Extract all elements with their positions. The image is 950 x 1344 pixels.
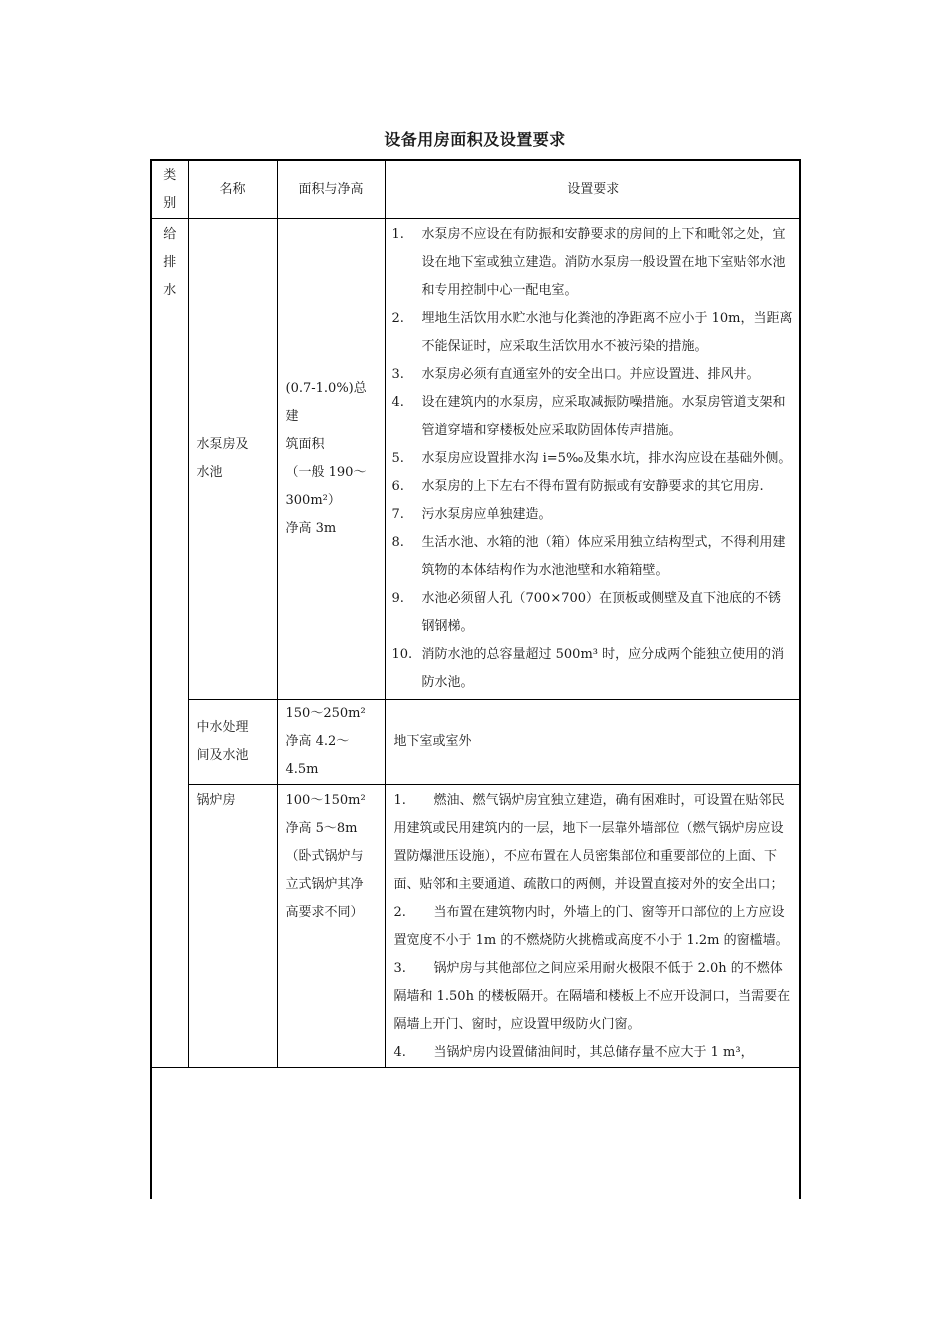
area-cell bbox=[277, 219, 385, 700]
area-line: 高要求不同） bbox=[285, 905, 364, 920]
header-name: 名称 bbox=[188, 161, 277, 219]
requirement-number: 9. bbox=[391, 591, 404, 606]
table-row bbox=[152, 785, 801, 1068]
area-line: （一般 190～ bbox=[285, 465, 367, 480]
area-line: （卧式锅炉与 bbox=[285, 849, 364, 864]
requirements-cell bbox=[385, 700, 801, 785]
requirement-text: 水泵房应设置排水沟 i=5‰及集水坑，排水沟应设在基础外侧。 bbox=[421, 451, 792, 466]
area-line: 100～150m² bbox=[285, 793, 366, 808]
requirements-list bbox=[386, 785, 802, 1067]
requirement-number: 10. bbox=[391, 647, 413, 662]
requirements-cell bbox=[385, 785, 801, 1068]
requirement-number: 4. bbox=[393, 1045, 406, 1060]
category-cell bbox=[152, 219, 188, 1068]
room-name-cell bbox=[188, 785, 277, 1068]
requirements-table bbox=[150, 159, 801, 1199]
header-requirements: 设置要求 bbox=[385, 161, 801, 219]
area-line: 立式锅炉其净 bbox=[285, 877, 364, 892]
requirement-text: 当锅炉房内设置储油间时，其总储存量不应大于 1 m³， bbox=[433, 1045, 754, 1060]
requirement-number: 6. bbox=[391, 479, 404, 494]
requirement-item bbox=[392, 445, 794, 473]
requirement-text: 燃油、燃气锅炉房宜独立建造，确有困难时，可设置在贴邻民用建筑或民用建筑内的一层，地下一层靠外墙部位（燃气锅炉房应设置防爆泄压设施），不应布置在人员密集部位和重要部位的上面、下面、贴邻和主要通道、疏散口的两侧，并设置直接对外的安全出口； bbox=[393, 793, 785, 892]
requirement-text: 设在建筑内的水泵房，应采取减振防噪措施。水泵房管道支架和管道穿墙和穿楼板处应采取防固体传声措施。 bbox=[421, 395, 786, 438]
requirement-item bbox=[392, 305, 794, 361]
area-line: 净高 4.2～ bbox=[285, 734, 350, 749]
requirement-number: 8. bbox=[391, 535, 404, 550]
area-line: 4.5m bbox=[285, 762, 319, 777]
header-category-char: 别 bbox=[163, 195, 177, 211]
requirement-item bbox=[392, 221, 794, 305]
area-cell bbox=[277, 700, 385, 785]
room-name-line: 间及水池 bbox=[196, 748, 249, 763]
requirement-text: 埋地生活饮用水贮水池与化粪池的净距离不应小于 10m，当距离不能保证时，应采取生活饮用水不被污染的措施。 bbox=[421, 311, 793, 354]
requirement-item bbox=[394, 899, 792, 955]
requirement-text: 生活水池、水箱的池（箱）体应采用独立结构型式，不得利用建筑物的本体结构作为水池池壁和水箱箱壁。 bbox=[421, 535, 786, 578]
requirement-number: 3. bbox=[391, 367, 404, 382]
requirement-text: 水泵房不应设在有防振和安静要求的房间的上下和毗邻之处，宜设在地下室或独立建造。消防水泵房一般设置在地下室贴邻水池和专用控制中心一配电室。 bbox=[421, 227, 786, 298]
requirement-item bbox=[392, 585, 794, 641]
page-title: 设备用房面积及设置要求 bbox=[384, 130, 566, 149]
requirement-number: 4. bbox=[391, 395, 404, 410]
category-char: 水 bbox=[163, 283, 177, 298]
requirement-number: 2. bbox=[393, 905, 406, 920]
header-area: 面积与净高 bbox=[277, 161, 385, 219]
requirement-number: 5. bbox=[391, 451, 404, 466]
area-line: 300m²） bbox=[285, 493, 341, 508]
requirement-text: 水池必须留人孔（700×700）在顶板或侧壁及直下池底的不锈钢钢梯。 bbox=[421, 591, 782, 634]
requirement-text: 污水泵房应单独建造。 bbox=[421, 507, 552, 522]
requirement-number: 1. bbox=[391, 227, 404, 242]
header-category-char: 类 bbox=[163, 167, 177, 183]
requirement-item bbox=[392, 501, 794, 529]
requirement-item bbox=[392, 529, 794, 585]
room-name-cell bbox=[188, 219, 277, 700]
requirements-cell bbox=[385, 219, 801, 700]
header-category bbox=[152, 161, 188, 219]
requirement-text: 当布置在建筑物内时，外墙上的门、窗等开口部位的上方应设置宽度不小于 1m 的不燃烧防火挑檐或高度不小于 1.2m 的窗槛墙。 bbox=[393, 905, 789, 948]
area-line: 筑面积 bbox=[285, 437, 325, 452]
requirement-text: 锅炉房与其他部位之间应采用耐火极限不低于 2.0h 的不燃体隔墙和 1.50h 的楼板隔开。在隔墙和楼板上不应开设洞口，当需要在隔墙上开门、窗时，应设置甲级防火门窗。 bbox=[393, 961, 791, 1032]
requirement-text: 地下室或室外 bbox=[393, 734, 472, 749]
requirement-number: 1. bbox=[393, 793, 406, 808]
room-name-line: 中水处理 bbox=[196, 720, 249, 735]
requirement-item bbox=[394, 1039, 792, 1067]
room-name-line: 锅炉房 bbox=[196, 793, 236, 808]
room-name-cell bbox=[188, 700, 277, 785]
table-row bbox=[152, 219, 801, 700]
area-line: 150～250m² bbox=[285, 706, 366, 721]
table-header-row bbox=[152, 161, 801, 219]
room-name-line: 水池 bbox=[196, 465, 223, 480]
requirement-number: 2. bbox=[391, 311, 404, 326]
category-char: 给 bbox=[163, 227, 177, 242]
requirement-item bbox=[392, 473, 794, 501]
requirement-text: 消防水池的总容量超过 500m³ 时，应分成两个能独立使用的消防水池。 bbox=[421, 647, 785, 690]
requirement-number: 3. bbox=[393, 961, 406, 976]
requirement-item bbox=[392, 361, 794, 389]
requirement-item bbox=[392, 389, 794, 445]
requirement-item bbox=[394, 787, 792, 899]
table-row bbox=[152, 700, 801, 785]
category-char: 排 bbox=[163, 255, 177, 270]
area-line: (0.7-1.0%)总建 bbox=[285, 381, 367, 424]
requirement-text: 水泵房必须有直通室外的安全出口。并应设置进、排风井。 bbox=[421, 367, 760, 382]
area-line: 净高 3m bbox=[285, 521, 337, 536]
area-line: 净高 5～8m bbox=[285, 821, 358, 836]
requirement-text: 水泵房的上下左右不得布置有防振或有安静要求的其它用房. bbox=[421, 479, 764, 494]
requirement-number: 7. bbox=[391, 507, 404, 522]
room-name-line: 水泵房及 bbox=[196, 437, 249, 452]
requirement-item bbox=[394, 955, 792, 1039]
requirement-item bbox=[392, 641, 794, 697]
area-cell bbox=[277, 785, 385, 1068]
requirements-list bbox=[386, 219, 802, 699]
